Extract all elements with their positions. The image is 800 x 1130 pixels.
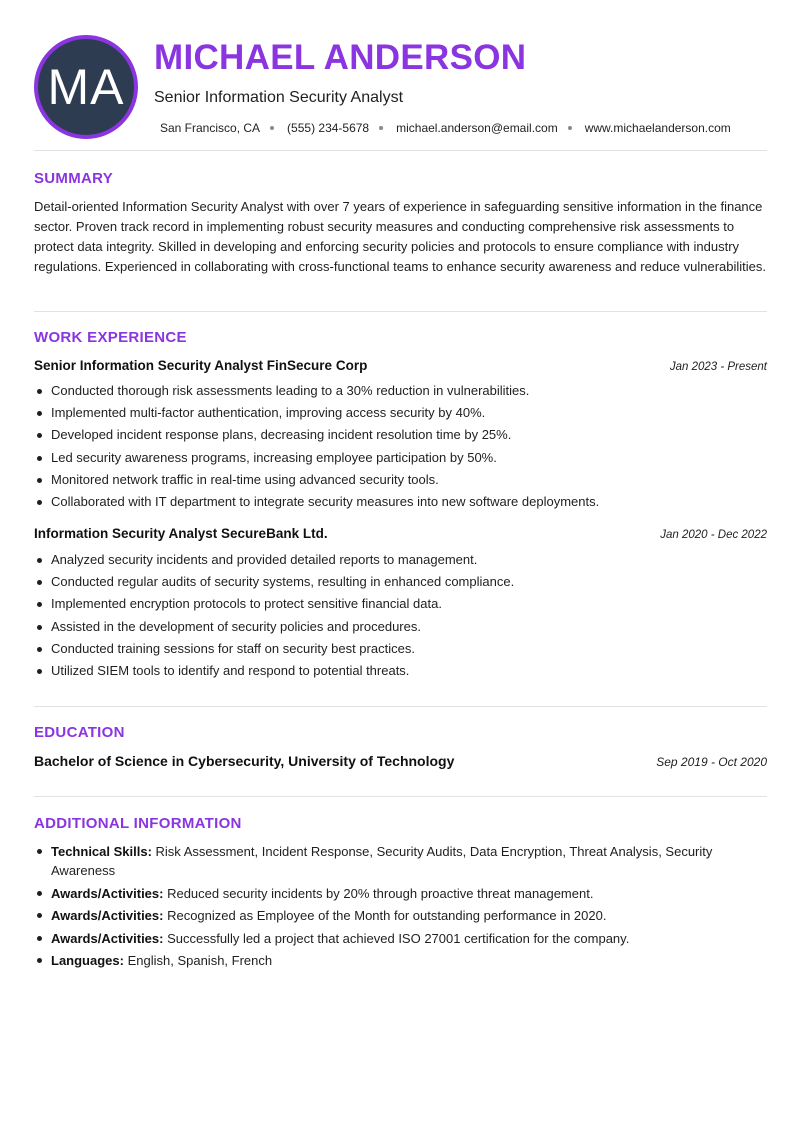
list-item: Conducted thorough risk assessments leading to a 30% reduction in vulnerabilities. [34,381,767,403]
section-divider [34,311,767,312]
section-divider [34,150,767,151]
education-dates: Sep 2019 - Oct 2020 [656,755,767,769]
list-item [34,884,767,903]
item-label: Awards/Activities: [51,885,164,901]
list-item: Developed incident response plans, decreasing incident resolution time by 25%. [34,425,767,447]
list-item [34,842,767,880]
item-text: English, Spanish, French [123,953,273,968]
job-bullets [34,550,767,683]
contact-row [160,121,731,135]
section-divider [34,706,767,707]
list-item: Implemented encryption protocols to protect sensitive financial data. [34,594,767,616]
item-label: Awards/Activities: [51,930,164,946]
contact-location: San Francisco, CA [160,121,261,135]
education-degree: Bachelor of Science in Cybersecurity, University of Technology [34,753,455,769]
education-entry [34,753,767,769]
avatar [34,35,138,139]
summary-heading: SUMMARY [34,170,114,187]
list-item: Collaborated with IT department to integrate security measures into new software deployments. [34,492,767,514]
candidate-title: Senior Information Security Analyst [154,89,404,106]
list-item: Implemented multi-factor authentication, improving access security by 40%. [34,403,767,425]
list-item [34,929,767,948]
list-item [34,906,767,925]
resume-header [0,0,800,150]
job-header [34,358,767,373]
education-heading: EDUCATION [34,724,125,741]
list-item: Monitored network traffic in real-time using advanced security tools. [34,470,767,492]
list-item: Assisted in the development of security policies and procedures. [34,617,767,639]
item-label: Languages: [51,953,124,968]
separator-dot-icon [379,126,383,130]
additional-info-heading: ADDITIONAL INFORMATION [34,815,242,832]
additional-info-list [34,842,767,974]
candidate-name: MICHAEL ANDERSON [154,38,527,77]
contact-website[interactable]: www.michaelanderson.com [584,121,731,135]
job-header [34,526,767,541]
item-text: Successfully led a project that achieved ISO 27001 certification for the company. [163,930,630,946]
list-item [34,951,767,970]
list-item: Conducted training sessions for staff on security best practices. [34,639,767,661]
job-role: Information Security Analyst SecureBank Ltd. [34,526,328,541]
job-bullets [34,381,767,514]
item-label: Technical Skills: [51,844,152,859]
separator-dot-icon [270,126,274,130]
list-item: Analyzed security incidents and provided detailed reports to management. [34,550,767,572]
list-item: Led security awareness programs, increasing employee participation by 50%. [34,448,767,470]
job-dates: Jan 2020 - Dec 2022 [660,529,767,541]
separator-dot-icon [568,126,572,130]
item-text: Reduced security incidents by 20% through proactive threat management. [163,885,594,901]
job-dates: Jan 2023 - Present [669,361,767,373]
item-label: Awards/Activities: [51,908,164,923]
avatar-initials: MA [47,59,125,115]
list-item: Conducted regular audits of security systems, resulting in enhanced compliance. [34,572,767,594]
summary-text: Detail-oriented Information Security Analyst with over 7 years of experience in safeguarding sensitive information in the finance sector. Proven track record in implementing robust security measures and conducting comprehensive risk assessments to protect data integrity. Skilled in developing and enforcing security policies and protocols to ensure compliance with industry regulations. Experienced in collaborating with cross-functional teams to enhance security awareness and reduce vulnerabilities. [34,199,767,274]
item-text: Recognized as Employee of the Month for outstanding performance in 2020. [163,908,607,923]
job-role: Senior Information Security Analyst FinSecure Corp [34,358,368,373]
contact-email[interactable]: michael.anderson@email.com [396,121,558,135]
list-item: Utilized SIEM tools to identify and respond to potential threats. [34,661,767,683]
work-experience-heading: WORK EXPERIENCE [34,329,187,346]
item-text: Risk Assessment, Incident Response, Security Audits, Data Encryption, Threat Analysis, Security Awareness [51,844,713,878]
section-divider [34,796,767,797]
contact-phone: (555) 234-5678 [287,121,370,135]
